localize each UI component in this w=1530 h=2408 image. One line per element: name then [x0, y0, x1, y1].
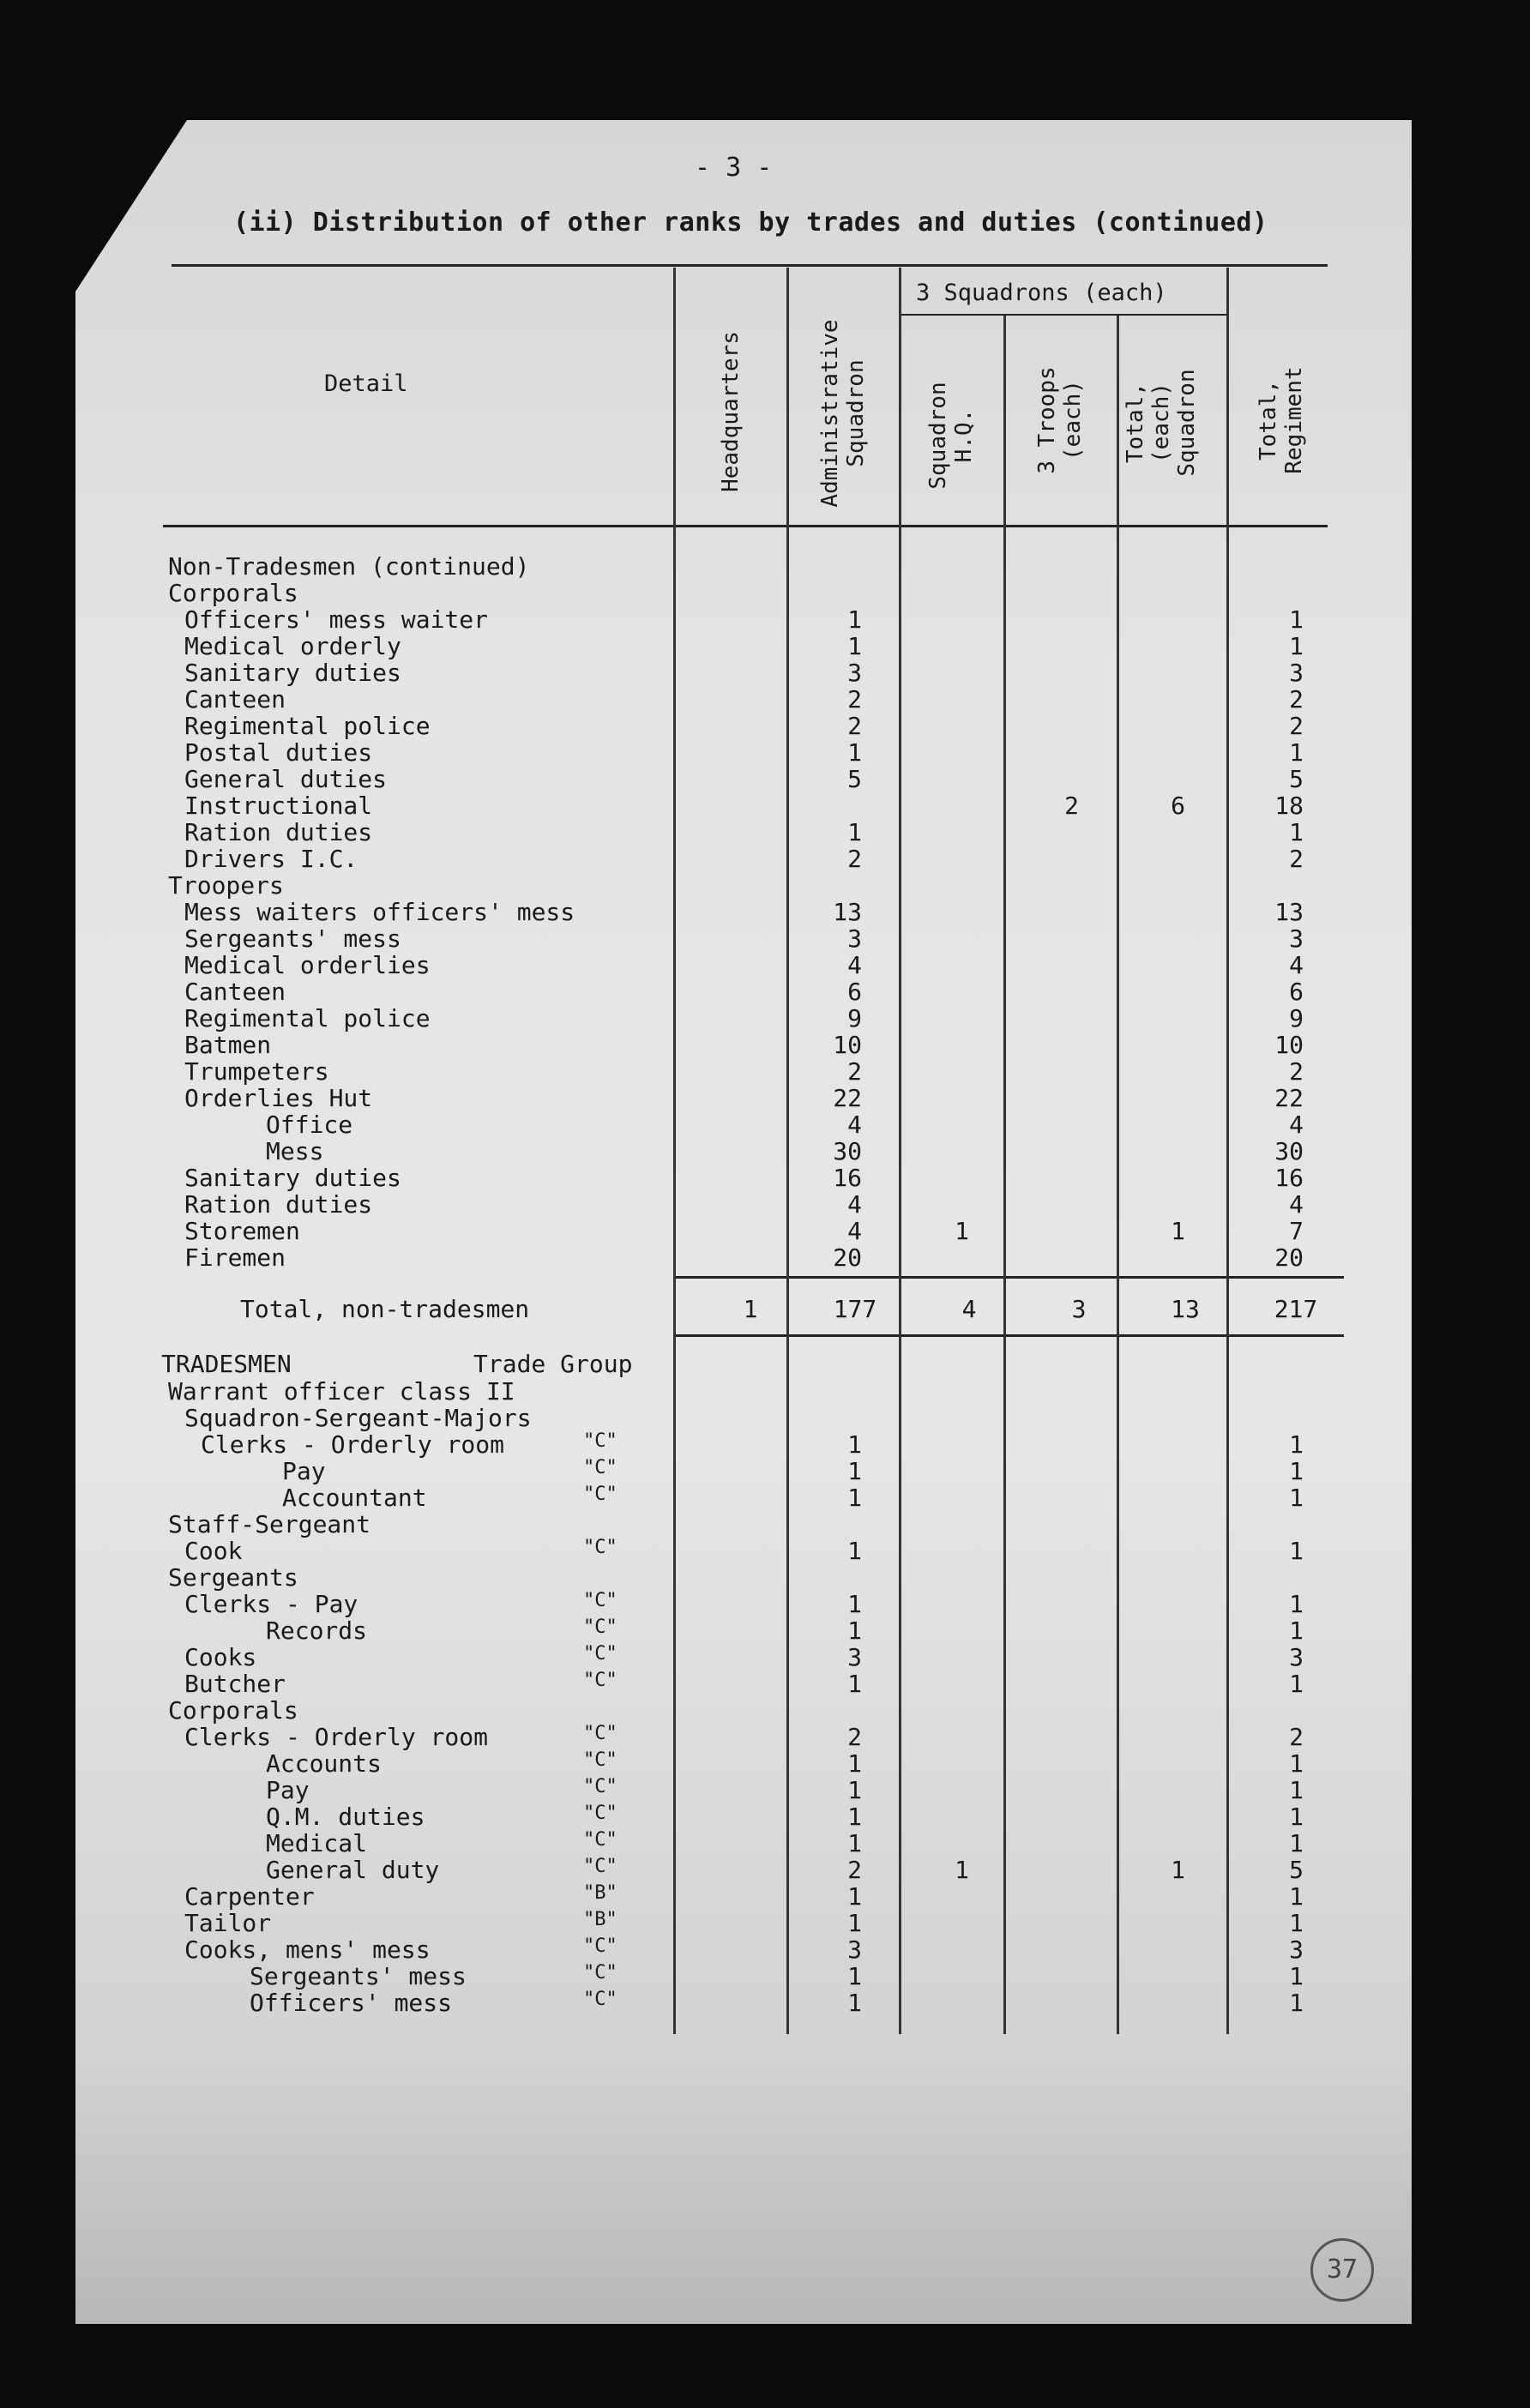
tr-cell-reg: 1 — [1289, 1803, 1304, 1831]
nt-cell-admin: 4 — [847, 1111, 862, 1139]
tr-row-label: Pay — [282, 1457, 326, 1485]
tr-cell-reg: 1 — [1289, 1616, 1304, 1645]
header-totreg-line1: Total, — [1256, 380, 1281, 461]
tr-trade-group: "C" — [583, 1935, 617, 1957]
header-squadrons-group: 3 Squadrons (each) — [916, 280, 1167, 306]
nt-row-label: Canteen — [184, 685, 286, 713]
tr-trade-group: "C" — [583, 1829, 617, 1851]
nt-row-label: Officers' mess waiter — [184, 605, 489, 634]
nt-cell-reg: 2 — [1289, 712, 1304, 740]
nt-row-label: Sergeants' mess — [184, 924, 401, 953]
nt-cell-admin: 20 — [833, 1243, 862, 1272]
nt-cell-admin: 2 — [847, 712, 862, 740]
tr-trade-group: "C" — [583, 1537, 617, 1558]
header-total-regiment — [1256, 360, 1307, 480]
tr-cell-admin: 1 — [847, 1829, 862, 1857]
total-sqhq: 4 — [961, 1295, 977, 1323]
col-divider-2 — [786, 268, 789, 2034]
nt-cell-reg: 3 — [1289, 659, 1304, 687]
tr-cell-reg: 2 — [1289, 1723, 1304, 1751]
tr-cell-reg: 1 — [1289, 1776, 1304, 1804]
nt-cell-reg: 5 — [1289, 765, 1304, 793]
tr-cell-reg: 1 — [1289, 1749, 1304, 1778]
page-number: - 3 - — [695, 153, 773, 183]
tr-cell-admin: 3 — [847, 1643, 862, 1671]
nt-cell-admin: 16 — [833, 1164, 862, 1192]
nt-cell-admin: 1 — [847, 632, 862, 660]
nt-row-label: Medical orderly — [184, 632, 401, 660]
nt-row-label: Ration duties — [184, 1190, 373, 1219]
tr-cell-reg: 1 — [1289, 1989, 1304, 2017]
nt-cell-reg: 4 — [1289, 951, 1304, 979]
tr-row-label: Medical — [266, 1829, 368, 1857]
header-admin-line2: Squadron — [843, 359, 869, 467]
tr-trade-group: "C" — [583, 1962, 617, 1984]
tr-cell-admin: 1 — [847, 1909, 862, 1937]
header-detail: Detail — [324, 370, 408, 397]
table-top-rule — [172, 264, 1328, 267]
tr-cell-admin: 2 — [847, 1856, 862, 1884]
tr-trade-group: "C" — [583, 1616, 617, 1638]
tr-trade-group: "C" — [583, 1643, 617, 1665]
nt-cell-admin: 1 — [847, 738, 862, 767]
tr-row-label: Q.M. duties — [266, 1803, 425, 1831]
nt-cell-admin: 4 — [847, 951, 862, 979]
header-headquarters-text: Headquarters — [718, 331, 744, 492]
tradesmen-heading: TRADESMEN — [161, 1350, 292, 1378]
nt-row-label: Ration duties — [184, 818, 373, 846]
nt-cell-admin: 1 — [847, 605, 862, 634]
total-label: Total, non-tradesmen — [240, 1295, 530, 1323]
tr-cell-reg: 1 — [1289, 1457, 1304, 1485]
nt-row-label: Troopers — [168, 871, 284, 900]
tr-cell-admin: 1 — [847, 1537, 862, 1565]
header-troops-line1: 3 Troops — [1034, 366, 1060, 474]
header-totsq-line1: Total, — [1123, 382, 1148, 463]
nt-row-label: Medical orderlies — [184, 951, 431, 979]
col-divider-1 — [673, 268, 676, 2034]
tr-cell-reg: 3 — [1289, 1935, 1304, 1964]
tr-cell-admin: 1 — [847, 1882, 862, 1911]
tr-trade-group: "C" — [583, 1749, 617, 1771]
tr-cell-reg: 1 — [1289, 1537, 1304, 1565]
total-hq: 1 — [743, 1295, 758, 1323]
tr-cell-reg: 3 — [1289, 1643, 1304, 1671]
tr-row-label: Sergeants — [168, 1563, 298, 1592]
col-divider-5 — [1117, 316, 1119, 2034]
nt-cell-admin: 22 — [833, 1084, 862, 1112]
col-divider-4 — [1003, 316, 1006, 2034]
header-totsq-line3: Squadron — [1174, 369, 1200, 477]
tr-trade-group: "C" — [583, 1856, 617, 1877]
tr-row-label: Corporals — [168, 1696, 298, 1725]
tr-row-label: Clerks - Orderly room — [184, 1723, 489, 1751]
nt-cell-reg: 2 — [1289, 1057, 1304, 1086]
tr-trade-group: "B" — [583, 1882, 617, 1904]
nt-cell-admin: 10 — [833, 1031, 862, 1059]
nt-row-label: Sanitary duties — [184, 1164, 401, 1192]
nt-row-label: Instructional — [184, 792, 373, 820]
nt-cell-sqhq: 1 — [955, 1217, 969, 1245]
header-totsq-line2: (each) — [1148, 382, 1174, 463]
tr-trade-group: "C" — [583, 1723, 617, 1744]
total-reg: 217 — [1274, 1295, 1318, 1323]
nt-cell-reg: 30 — [1274, 1137, 1304, 1165]
group-rule — [899, 314, 1226, 316]
tr-cell-admin: 1 — [847, 1430, 862, 1459]
nt-cell-troops: 2 — [1064, 792, 1079, 820]
archive-stamp: 37 — [1310, 2238, 1374, 2302]
tr-cell-admin: 1 — [847, 1616, 862, 1645]
tr-cell-admin: 1 — [847, 1670, 862, 1698]
nt-row-label: Firemen — [184, 1243, 286, 1272]
nt-cell-reg: 22 — [1274, 1084, 1304, 1112]
nt-cell-admin: 1 — [847, 818, 862, 846]
tr-trade-group: "C" — [583, 1989, 617, 2010]
tr-row-label: Cooks, mens' mess — [184, 1935, 431, 1964]
nt-cell-tsq: 1 — [1171, 1217, 1185, 1245]
tr-trade-group: "C" — [583, 1670, 617, 1691]
nt-cell-admin: 13 — [833, 898, 862, 926]
nt-row-label: Postal duties — [184, 738, 373, 767]
tr-row-label: Squadron-Sergeant-Majors — [184, 1404, 532, 1432]
tr-row-label: Clerks - Orderly room — [201, 1430, 505, 1459]
nt-row-label: Orderlies Hut — [184, 1084, 373, 1112]
nt-cell-reg: 3 — [1289, 924, 1304, 953]
tr-trade-group: "B" — [583, 1909, 617, 1930]
trade-group-heading: Trade Group — [473, 1350, 633, 1378]
tr-row-label: Records — [266, 1616, 368, 1645]
tr-row-label: Staff-Sergeant — [168, 1510, 371, 1538]
nt-cell-reg: 1 — [1289, 632, 1304, 660]
header-troops-line2: (each) — [1060, 380, 1086, 461]
tr-row-label: Tailor — [184, 1909, 272, 1937]
tr-cell-reg: 1 — [1289, 1829, 1304, 1857]
header-squadron-hq — [925, 367, 977, 504]
tr-cell-admin: 1 — [847, 1749, 862, 1778]
nt-row-label: Mess waiters officers' mess — [184, 898, 575, 926]
tr-cell-admin: 1 — [847, 1803, 862, 1831]
nt-cell-reg: 1 — [1289, 738, 1304, 767]
tr-trade-group: "C" — [583, 1590, 617, 1611]
nt-cell-reg: 1 — [1289, 605, 1304, 634]
tr-cell-reg: 1 — [1289, 1590, 1304, 1618]
nt-cell-reg: 2 — [1289, 845, 1304, 873]
nt-row-label: Office — [266, 1111, 353, 1139]
nt-row-label: Trumpeters — [184, 1057, 329, 1086]
nt-row-label: Regimental police — [184, 1004, 431, 1032]
tr-row-label: Warrant officer class II — [168, 1377, 515, 1406]
nt-cell-reg: 10 — [1274, 1031, 1304, 1059]
nt-cell-admin: 4 — [847, 1190, 862, 1219]
header-total-squadron — [1123, 363, 1200, 483]
header-totreg-line2: Regiment — [1281, 366, 1307, 474]
tr-trade-group: "C" — [583, 1803, 617, 1824]
header-admin-line1: Administrative — [817, 319, 843, 508]
tr-cell-admin: 1 — [847, 1989, 862, 2017]
nt-cell-reg: 18 — [1274, 792, 1304, 820]
tr-row-label: Officers' mess — [250, 1989, 453, 2017]
nt-row-label: Regimental police — [184, 712, 431, 740]
total-top-rule — [673, 1276, 1344, 1279]
tr-cell-reg: 1 — [1289, 1670, 1304, 1698]
tr-cell-reg: 1 — [1289, 1430, 1304, 1459]
nt-cell-reg: 13 — [1274, 898, 1304, 926]
tr-cell-reg: 1 — [1289, 1962, 1304, 1990]
tr-row-label: Accountant — [282, 1484, 427, 1512]
nt-cell-tsq: 6 — [1171, 792, 1185, 820]
tr-trade-group: "C" — [583, 1776, 617, 1797]
nt-cell-reg: 7 — [1289, 1217, 1304, 1245]
tr-cell-admin: 1 — [847, 1484, 862, 1512]
tr-cell-sqhq: 1 — [955, 1856, 969, 1884]
nt-row-label: Mess — [266, 1137, 324, 1165]
nt-cell-admin: 9 — [847, 1004, 862, 1032]
nt-cell-admin: 3 — [847, 924, 862, 953]
header-sqhq-line2: H.Q. — [951, 408, 977, 463]
total-admin: 177 — [833, 1295, 877, 1323]
nt-row-label: Sanitary duties — [184, 659, 401, 687]
tr-cell-admin: 1 — [847, 1590, 862, 1618]
nt-cell-admin: 2 — [847, 1057, 862, 1086]
nt-cell-admin: 3 — [847, 659, 862, 687]
header-headquarters — [718, 326, 744, 497]
nt-cell-admin: 2 — [847, 685, 862, 713]
header-bottom-rule — [163, 525, 1328, 527]
tr-cell-admin: 2 — [847, 1723, 862, 1751]
nt-cell-reg: 20 — [1274, 1243, 1304, 1272]
header-admin-squadron — [817, 302, 869, 525]
nt-row-label: Non-Tradesmen (continued) — [168, 552, 530, 581]
tr-trade-group: "C" — [583, 1484, 617, 1505]
nt-cell-reg: 4 — [1289, 1111, 1304, 1139]
nt-cell-reg: 2 — [1289, 685, 1304, 713]
tr-row-label: Cook — [184, 1537, 243, 1565]
tr-cell-reg: 1 — [1289, 1909, 1304, 1937]
tr-cell-admin: 1 — [847, 1962, 862, 1990]
nt-row-label: Corporals — [168, 579, 298, 607]
page-heading: (ii) Distribution of other ranks by trades and duties (continued) — [233, 208, 1268, 238]
nt-row-label: Canteen — [184, 978, 286, 1006]
nt-cell-reg: 9 — [1289, 1004, 1304, 1032]
nt-cell-admin: 2 — [847, 845, 862, 873]
tr-cell-reg: 5 — [1289, 1856, 1304, 1884]
nt-cell-reg: 1 — [1289, 818, 1304, 846]
tr-cell-admin: 1 — [847, 1776, 862, 1804]
nt-cell-admin: 30 — [833, 1137, 862, 1165]
tr-cell-tsq: 1 — [1171, 1856, 1185, 1884]
tr-row-label: Butcher — [184, 1670, 286, 1698]
tr-row-label: Carpenter — [184, 1882, 315, 1911]
nt-cell-admin: 5 — [847, 765, 862, 793]
nt-cell-reg: 6 — [1289, 978, 1304, 1006]
total-troops: 3 — [1071, 1295, 1087, 1323]
nt-cell-reg: 4 — [1289, 1190, 1304, 1219]
tr-trade-group: "C" — [583, 1430, 617, 1452]
tr-row-label: Sergeants' mess — [250, 1962, 467, 1990]
nt-row-label: General duties — [184, 765, 388, 793]
nt-row-label: Drivers I.C. — [184, 845, 358, 873]
header-sqhq-line1: Squadron — [925, 382, 951, 490]
col-divider-6 — [1226, 268, 1229, 2034]
tr-cell-admin: 3 — [847, 1935, 862, 1964]
header-troops — [1034, 356, 1086, 485]
col-divider-3 — [899, 268, 901, 2034]
tr-row-label: Clerks - Pay — [184, 1590, 358, 1618]
tr-row-label: Cooks — [184, 1643, 257, 1671]
tr-trade-group: "C" — [583, 1457, 617, 1478]
tr-cell-reg: 1 — [1289, 1484, 1304, 1512]
nt-cell-reg: 16 — [1274, 1164, 1304, 1192]
total-bottom-rule — [673, 1334, 1344, 1337]
nt-row-label: Batmen — [184, 1031, 272, 1059]
tr-cell-reg: 1 — [1289, 1882, 1304, 1911]
tr-row-label: General duty — [266, 1856, 440, 1884]
tr-row-label: Pay — [266, 1776, 310, 1804]
nt-cell-admin: 6 — [847, 978, 862, 1006]
nt-row-label: Storemen — [184, 1217, 300, 1245]
nt-cell-admin: 4 — [847, 1217, 862, 1245]
tr-row-label: Accounts — [266, 1749, 382, 1778]
tr-cell-admin: 1 — [847, 1457, 862, 1485]
total-totsq: 13 — [1171, 1295, 1200, 1323]
